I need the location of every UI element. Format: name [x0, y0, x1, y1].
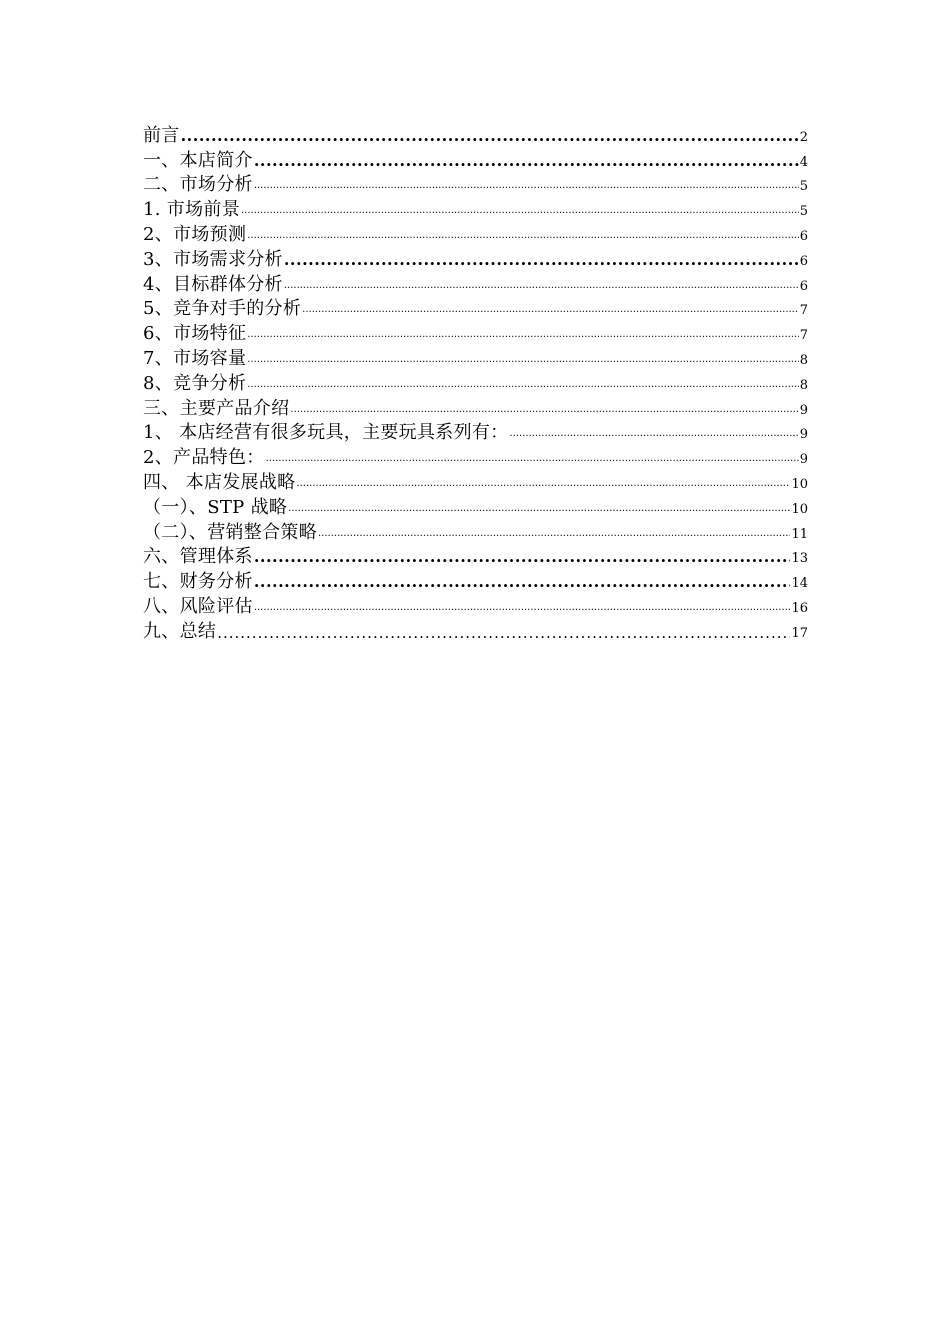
toc-entry-title: （一）、STP 战略	[143, 496, 288, 518]
toc-entry-development-strategy[interactable]	[143, 469, 808, 494]
dot-leader	[241, 205, 799, 217]
dot-leader	[288, 503, 790, 515]
dot-leader	[247, 329, 798, 341]
toc-entry-page: 2	[799, 129, 808, 145]
dot-leader	[266, 453, 799, 465]
dot-leader	[284, 252, 799, 268]
dot-leader	[318, 528, 790, 540]
toc-entry-title: 三、主要产品介绍	[143, 397, 290, 419]
toc-entry-page: 11	[791, 526, 808, 542]
toc-entry-store-intro[interactable]	[143, 147, 808, 172]
toc-entry-market-capacity[interactable]	[143, 345, 808, 370]
toc-entry-title: （二）、营销整合策略	[143, 521, 317, 543]
toc-entry-market-features[interactable]	[143, 320, 808, 345]
toc-entry-summary[interactable]	[143, 618, 808, 643]
toc-entry-title: 一、本店简介	[143, 149, 253, 171]
toc-entry-page: 8	[799, 377, 808, 393]
dot-leader	[247, 354, 798, 366]
dot-leader	[254, 180, 799, 192]
toc-entry-title: 1. 市场前景	[143, 199, 240, 221]
dot-leader	[254, 549, 791, 565]
toc-entry-main-products[interactable]	[143, 395, 808, 420]
toc-entry-page: 17	[791, 625, 808, 641]
toc-entry-page: 10	[791, 476, 808, 492]
toc-entry-market-prospect[interactable]	[143, 196, 808, 221]
dot-leader	[284, 280, 799, 292]
toc-entry-title: 7、市场容量	[143, 347, 247, 369]
toc-entry-management-system[interactable]	[143, 544, 808, 569]
toc-entry-marketing-strategy[interactable]	[143, 519, 808, 544]
toc-entry-title: 1、 本店经营有很多玩具，主要玩具系列有：	[143, 422, 509, 444]
toc-entry-title: 8、竞争分析	[143, 372, 247, 394]
toc-entry-page: 13	[791, 551, 808, 567]
toc-entry-page: 8	[799, 352, 808, 368]
toc-entry-competitor-analysis[interactable]	[143, 296, 808, 321]
toc-entry-market-analysis[interactable]	[143, 172, 808, 197]
toc-entry-page: 4	[799, 154, 808, 170]
dot-leader	[217, 626, 790, 641]
toc-entry-stp-strategy[interactable]	[143, 494, 808, 519]
dot-leader	[247, 379, 798, 391]
toc-entry-page: 5	[799, 204, 808, 220]
toc-entry-competition-analysis[interactable]	[143, 370, 808, 395]
toc-entry-title: 八、风险评估	[143, 595, 253, 617]
toc-entry-title: 5、竞争对手的分析	[143, 298, 302, 320]
toc-entry-title: 四、 本店发展战略	[143, 471, 296, 493]
toc-entry-page: 7	[799, 303, 808, 319]
toc-entry-product-features[interactable]	[143, 444, 808, 469]
toc-entry-target-group[interactable]	[143, 271, 808, 296]
toc-entry-page: 5	[799, 179, 808, 195]
toc-entry-title: 二、市场分析	[143, 174, 253, 196]
toc-entry-risk-assessment[interactable]	[143, 593, 808, 618]
toc-entry-title: 七、财务分析	[143, 571, 253, 593]
toc-entry-page: 9	[799, 452, 808, 468]
toc-entry-title: 六、管理体系	[143, 546, 253, 568]
toc-entry-title: 前言	[143, 124, 180, 146]
table-of-contents	[143, 122, 808, 643]
toc-entry-page: 7	[799, 328, 808, 344]
dot-leader	[254, 153, 799, 169]
toc-entry-toy-series[interactable]	[143, 420, 808, 445]
toc-entry-title: 6、市场特征	[143, 323, 247, 345]
dot-leader	[290, 404, 798, 416]
dot-leader	[302, 304, 799, 316]
toc-entry-page: 6	[799, 253, 808, 269]
dot-leader	[509, 428, 798, 440]
dot-leader	[181, 128, 799, 144]
toc-entry-page: 9	[799, 427, 808, 443]
toc-entry-page: 10	[791, 501, 808, 517]
dot-leader	[247, 230, 798, 242]
toc-entry-market-forecast[interactable]	[143, 221, 808, 246]
toc-entry-title: 2、产品特色：	[143, 447, 265, 469]
dot-leader	[254, 574, 791, 590]
toc-entry-preface[interactable]	[143, 122, 808, 147]
toc-entry-title: 2、市场预测	[143, 223, 247, 245]
toc-entry-title: 4、目标群体分析	[143, 273, 283, 295]
toc-entry-title: 九、总结	[143, 620, 217, 642]
dot-leader	[254, 602, 791, 614]
toc-entry-financial-analysis[interactable]	[143, 568, 808, 593]
toc-entry-title: 3、市场需求分析	[143, 248, 283, 270]
toc-entry-page: 14	[791, 576, 808, 592]
toc-entry-page: 6	[799, 278, 808, 294]
toc-entry-page: 6	[799, 228, 808, 244]
toc-entry-page: 9	[799, 402, 808, 418]
toc-entry-demand-analysis[interactable]	[143, 246, 808, 271]
toc-entry-page: 16	[791, 600, 808, 616]
dot-leader	[296, 478, 790, 490]
